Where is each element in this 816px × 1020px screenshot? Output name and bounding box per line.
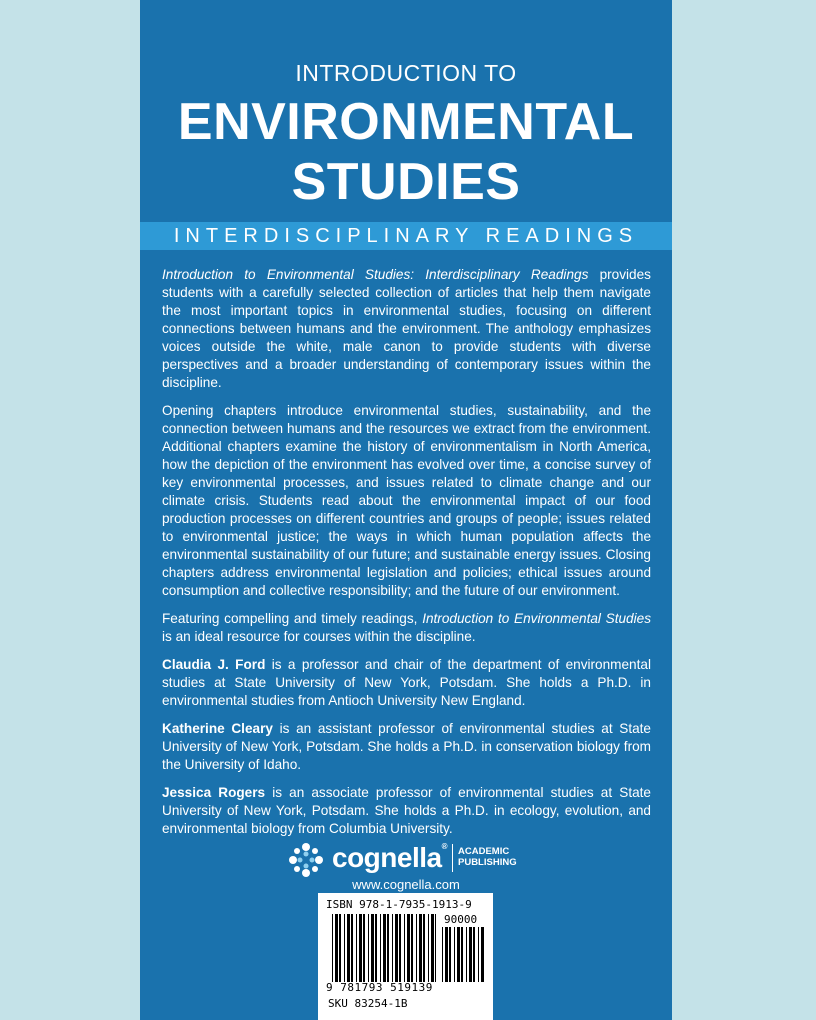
author-name-2: Katherine Cleary: [162, 721, 273, 736]
barcode-bar: [363, 914, 365, 982]
barcode-bar: [395, 914, 398, 982]
barcode-bar: [356, 914, 357, 982]
description-paragraph-1: [162, 266, 651, 392]
cover-panel: [140, 0, 672, 1020]
author-name-1: Claudia J. Ford: [162, 657, 266, 672]
barcode-bar: [473, 927, 475, 982]
publisher-wordmark: cognella: [332, 842, 442, 873]
registered-mark: ®: [441, 842, 447, 851]
title-line-2: STUDIES: [291, 153, 521, 211]
author-bio-1: [162, 656, 651, 710]
barcode-label: [318, 893, 493, 1020]
barcode-bar: [332, 914, 333, 982]
barcode-bar: [380, 914, 381, 982]
author-name-3: Jessica Rogers: [162, 785, 266, 800]
barcode-bar: [469, 927, 472, 982]
barcode-bar: [407, 914, 410, 982]
p3-pre: Featuring compelling and timely readings,: [162, 611, 423, 626]
author-bio-3: [162, 784, 651, 838]
tagline-line-1: ACADEMIC: [458, 846, 510, 857]
publisher-logo: [286, 838, 536, 878]
barcode-bar: [428, 914, 429, 982]
barcode-bar: [387, 914, 389, 982]
description: [162, 266, 651, 848]
barcode-bar: [481, 927, 484, 982]
book-title-short-italic: Introduction to Environmental Studies: [422, 611, 651, 626]
author-text-3: is an associate professor of environmental studies at State University of New York, Potsdam. She holds a Ph.D. in ecology, evolution, and environmental biology from Columbia University.: [162, 785, 651, 836]
barcode-bar: [351, 914, 353, 982]
description-paragraph-2: Opening chapters introduce environmental studies, sustainability, and the connection between humans and the resources we extract from the environment. Additional chapters examine the history of environmentalism in North America, how the depiction of the environment has evolved over time, a concise survey of key environmental processes, and issues related to climate change and our climate crisis. Students read about the environmental impact of our food production processes on different countries and groups of people; issues related to environmental justice; the ways in which human population affects the environmental sustainability of our future; and sustainable energy issues. Closing chapters address environmental legislation and policies; ethical issues around consumption and collective responsibility; and the future of our environment.: [162, 403, 651, 598]
barcode-bar: [431, 914, 434, 982]
title-line-1: ENVIRONMENTAL: [177, 93, 635, 151]
author-text-1: is a professor and chair of the department of environmental studies at State University of New York, Potsdam. She holds a Ph.D. in environmental studies from Antioch University New England.: [162, 657, 651, 708]
author-bio-2: [162, 720, 651, 774]
publisher-url: www.cognella.com: [352, 877, 460, 892]
book-title-italic: Introduction to Environmental Studies: Interdisciplinary Readings: [162, 267, 589, 282]
barcode-bar: [419, 914, 422, 982]
barcode-bar: [466, 927, 467, 982]
logo-divider: [452, 844, 453, 872]
barcode-bar: [454, 927, 455, 982]
barcode-bar: [392, 914, 393, 982]
addon-barcode: [442, 927, 488, 982]
p1-text: provides students with a carefully selected collection of articles that help them navigate the most important topics in environmental studies, focusing on different connections between humans and the environment. The anthology emphasizes voices outside the white, male canon to provide students with diverse perspectives and a broader understanding of contemporary issues within the discipline.: [162, 267, 651, 390]
barcode-bar: [335, 914, 338, 982]
barcode-digits: 9 781793 519139: [326, 981, 433, 994]
book-title: [140, 92, 672, 212]
barcode-bar: [411, 914, 413, 982]
cognella-logo-icon: [286, 840, 326, 880]
barcode-bar: [416, 914, 417, 982]
barcode-bar: [461, 927, 463, 982]
barcode-bar: [339, 914, 341, 982]
barcode-bar: [457, 927, 460, 982]
right-margin: [672, 0, 816, 1020]
isbn-text: ISBN 978-1-7935-1913-9: [326, 898, 472, 911]
title-intro: INTRODUCTION TO: [295, 60, 517, 86]
publisher-name: [332, 842, 447, 874]
barcode-bar: [368, 914, 369, 982]
barcode-bar: [445, 927, 448, 982]
barcode-bar: [449, 927, 451, 982]
publisher-tagline: [458, 846, 517, 868]
barcode-bar: [375, 914, 377, 982]
barcode-bar: [371, 914, 374, 982]
barcode-bar: [478, 927, 479, 982]
barcode-bar: [435, 914, 436, 982]
barcode-bar: [347, 914, 350, 982]
left-margin: [0, 0, 140, 1020]
barcode-bar: [423, 914, 425, 982]
p3-post: is an ideal resource for courses within the discipline.: [162, 629, 476, 644]
description-paragraph-3: [162, 610, 651, 646]
price-code: 90000: [444, 913, 478, 926]
barcode-bar: [359, 914, 362, 982]
barcode-bar: [404, 914, 405, 982]
barcode-bar: [383, 914, 386, 982]
barcode-bar: [344, 914, 345, 982]
sku-text: SKU 83254-1B: [328, 997, 408, 1010]
barcode-bar: [442, 927, 443, 982]
barcode-bar: [399, 914, 401, 982]
book-subtitle: INTERDISCIPLINARY READINGS: [173, 225, 639, 247]
tagline-line-2: PUBLISHING: [458, 857, 517, 868]
author-text-2: is an assistant professor of environmental studies at State University of New York, Potsdam. She holds a Ph.D. in conservation biology from the University of Idaho.: [162, 721, 651, 772]
